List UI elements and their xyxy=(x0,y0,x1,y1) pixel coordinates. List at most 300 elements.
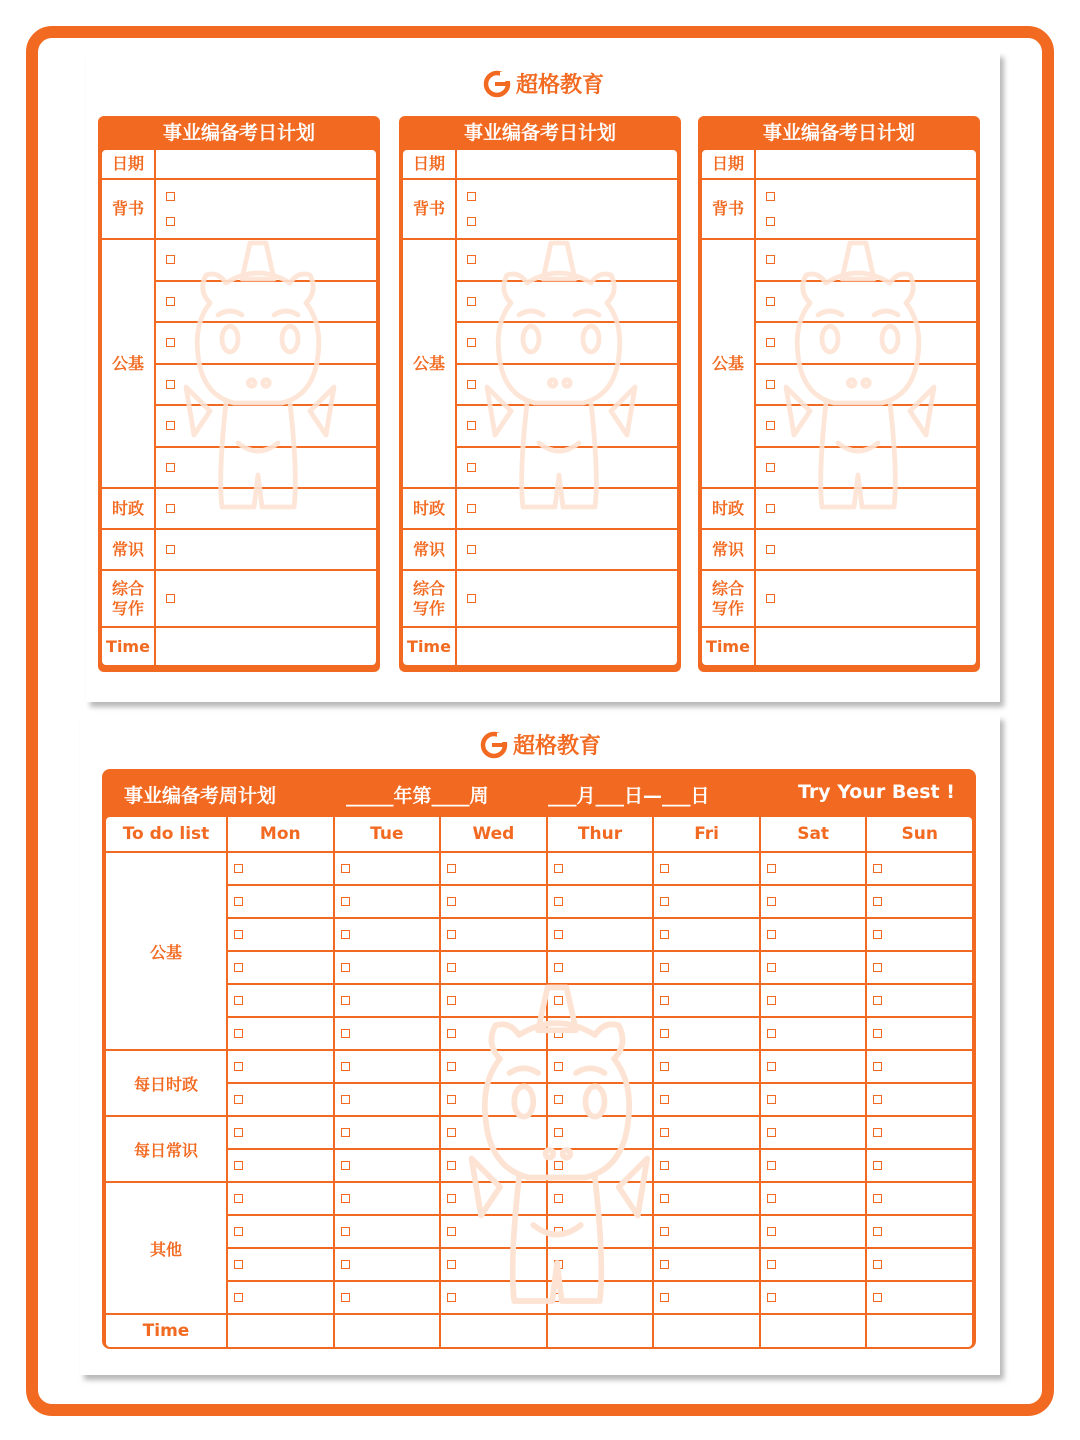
weekly-plan-table xyxy=(102,769,976,1349)
checkbox[interactable] xyxy=(767,1161,776,1170)
checkbox[interactable] xyxy=(166,504,175,513)
checkbox[interactable] xyxy=(766,594,775,603)
checkbox[interactable] xyxy=(766,297,775,306)
checkbox[interactable] xyxy=(767,930,776,939)
task-cell[interactable] xyxy=(228,886,333,917)
checkbox[interactable] xyxy=(554,1029,563,1038)
time-label: Time xyxy=(102,628,154,665)
checkbox[interactable] xyxy=(166,255,175,264)
checkbox[interactable] xyxy=(234,1293,243,1302)
task-cell[interactable] xyxy=(228,1117,333,1148)
task-cell[interactable] xyxy=(228,853,333,884)
recite-label: 背书 xyxy=(702,180,754,238)
gongji-line[interactable] xyxy=(756,365,976,405)
checkbox[interactable] xyxy=(447,1260,456,1269)
checkbox[interactable] xyxy=(554,1128,563,1137)
checkbox[interactable] xyxy=(234,1161,243,1170)
task-cell[interactable] xyxy=(335,1084,440,1115)
task-cell[interactable] xyxy=(867,1051,972,1082)
gongji-line[interactable] xyxy=(156,365,376,405)
date-field[interactable] xyxy=(156,150,376,178)
task-cell[interactable] xyxy=(441,1018,546,1049)
task-cell[interactable] xyxy=(441,952,546,983)
checkbox[interactable] xyxy=(467,380,476,389)
changshi-field[interactable] xyxy=(756,530,976,569)
task-cell[interactable] xyxy=(867,853,972,884)
task-cell[interactable] xyxy=(228,1084,333,1115)
task-cell[interactable] xyxy=(228,1018,333,1049)
checkbox[interactable] xyxy=(447,1029,456,1038)
task-cell[interactable] xyxy=(335,1183,440,1214)
shizheng-label: 时政 xyxy=(403,489,455,528)
gongji-line[interactable] xyxy=(756,240,976,280)
checkbox[interactable] xyxy=(873,1029,882,1038)
task-cell[interactable] xyxy=(228,1150,333,1181)
checkbox[interactable] xyxy=(554,1062,563,1071)
recite-label: 背书 xyxy=(403,180,455,238)
time-cell[interactable] xyxy=(228,1315,333,1347)
task-cell[interactable] xyxy=(335,1282,440,1313)
task-cell[interactable] xyxy=(761,1117,866,1148)
checkbox[interactable] xyxy=(766,463,775,472)
checkbox[interactable] xyxy=(660,1062,669,1071)
checkbox[interactable] xyxy=(873,963,882,972)
checkbox[interactable] xyxy=(767,1227,776,1236)
writing-field[interactable] xyxy=(457,571,677,626)
task-cell[interactable] xyxy=(654,1249,759,1280)
task-cell[interactable] xyxy=(335,1216,440,1247)
checkbox[interactable] xyxy=(341,1128,350,1137)
checkbox[interactable] xyxy=(660,1293,669,1302)
checkbox[interactable] xyxy=(766,255,775,264)
gongji-line[interactable] xyxy=(457,282,677,322)
task-cell[interactable] xyxy=(761,1150,866,1181)
task-cell[interactable] xyxy=(548,952,653,983)
task-cell[interactable] xyxy=(548,1117,653,1148)
checkbox[interactable] xyxy=(234,930,243,939)
task-cell[interactable] xyxy=(441,1249,546,1280)
checkbox[interactable] xyxy=(341,1194,350,1203)
checkbox[interactable] xyxy=(467,504,476,513)
gongji-label: 公基 xyxy=(102,240,154,487)
task-cell[interactable] xyxy=(335,886,440,917)
task-cell[interactable] xyxy=(548,1018,653,1049)
checkbox[interactable] xyxy=(660,1194,669,1203)
checkbox[interactable] xyxy=(166,545,175,554)
checkbox[interactable] xyxy=(873,897,882,906)
gongji-line[interactable] xyxy=(156,406,376,446)
task-cell[interactable] xyxy=(867,1117,972,1148)
checkbox[interactable] xyxy=(166,192,175,201)
checkbox[interactable] xyxy=(660,1095,669,1104)
checkbox[interactable] xyxy=(766,504,775,513)
task-cell[interactable] xyxy=(867,919,972,950)
checkbox[interactable] xyxy=(234,963,243,972)
task-cell[interactable] xyxy=(548,1282,653,1313)
gongji-line[interactable] xyxy=(457,448,677,488)
task-cell[interactable] xyxy=(867,1282,972,1313)
checkbox[interactable] xyxy=(447,864,456,873)
gongji-line[interactable] xyxy=(457,323,677,363)
checkbox[interactable] xyxy=(766,380,775,389)
checkbox[interactable] xyxy=(766,545,775,554)
checkbox[interactable] xyxy=(554,1227,563,1236)
time-cell[interactable] xyxy=(654,1315,759,1347)
checkbox[interactable] xyxy=(660,897,669,906)
task-cell[interactable] xyxy=(867,1018,972,1049)
checkbox[interactable] xyxy=(166,380,175,389)
task-cell[interactable] xyxy=(335,952,440,983)
time-cell[interactable] xyxy=(761,1315,866,1347)
task-cell[interactable] xyxy=(548,1216,653,1247)
checkbox[interactable] xyxy=(341,930,350,939)
g-logo-icon xyxy=(479,730,509,760)
task-cell[interactable] xyxy=(441,919,546,950)
task-cell[interactable] xyxy=(867,886,972,917)
task-cell[interactable] xyxy=(654,886,759,917)
task-cell[interactable] xyxy=(335,1018,440,1049)
task-cell[interactable] xyxy=(654,1084,759,1115)
checkbox[interactable] xyxy=(873,1161,882,1170)
task-cell[interactable] xyxy=(441,985,546,1016)
task-cell[interactable] xyxy=(761,1249,866,1280)
checkbox[interactable] xyxy=(467,463,476,472)
task-cell[interactable] xyxy=(335,1249,440,1280)
checkbox[interactable] xyxy=(234,897,243,906)
checkbox[interactable] xyxy=(341,1029,350,1038)
daily-card-title: 事业编备考日计划 xyxy=(162,122,315,144)
task-cell[interactable] xyxy=(761,919,866,950)
changshi-label: 常识 xyxy=(403,530,455,569)
task-cell[interactable] xyxy=(228,919,333,950)
checkbox[interactable] xyxy=(660,1227,669,1236)
task-cell[interactable] xyxy=(441,1216,546,1247)
todo-header: To do list xyxy=(106,817,226,851)
checkbox[interactable] xyxy=(554,1260,563,1269)
checkbox[interactable] xyxy=(341,864,350,873)
checkbox[interactable] xyxy=(767,1293,776,1302)
brand-name: 超格教育 xyxy=(512,734,602,759)
checkbox[interactable] xyxy=(767,1260,776,1269)
gongji-line[interactable] xyxy=(156,323,376,363)
task-cell[interactable] xyxy=(654,1282,759,1313)
gongji-label: 公基 xyxy=(403,240,455,487)
task-cell[interactable] xyxy=(228,985,333,1016)
task-cell[interactable] xyxy=(548,1084,653,1115)
checkbox[interactable] xyxy=(554,1095,563,1104)
checkbox[interactable] xyxy=(447,897,456,906)
checkbox[interactable] xyxy=(341,897,350,906)
checkbox[interactable] xyxy=(467,192,476,201)
task-cell[interactable] xyxy=(654,1216,759,1247)
checkbox[interactable] xyxy=(447,963,456,972)
checkbox[interactable] xyxy=(166,463,175,472)
checkbox[interactable] xyxy=(341,996,350,1005)
checkbox[interactable] xyxy=(447,1062,456,1071)
checkbox[interactable] xyxy=(234,1194,243,1203)
checkbox[interactable] xyxy=(554,963,563,972)
checkbox[interactable] xyxy=(467,594,476,603)
checkbox[interactable] xyxy=(467,217,476,226)
task-cell[interactable] xyxy=(867,1084,972,1115)
checkbox[interactable] xyxy=(341,1227,350,1236)
checkbox[interactable] xyxy=(166,297,175,306)
writing-field[interactable] xyxy=(756,571,976,626)
gongji-line[interactable] xyxy=(457,365,677,405)
checkbox[interactable] xyxy=(234,1128,243,1137)
task-cell[interactable] xyxy=(867,985,972,1016)
year-week-field[interactable]: _____年第____周 xyxy=(346,785,489,807)
checkbox[interactable] xyxy=(447,1128,456,1137)
task-cell[interactable] xyxy=(548,919,653,950)
checkbox[interactable] xyxy=(341,1260,350,1269)
recite-field[interactable] xyxy=(756,180,976,238)
checkbox[interactable] xyxy=(554,996,563,1005)
checkbox[interactable] xyxy=(234,996,243,1005)
task-cell[interactable] xyxy=(867,952,972,983)
checkbox[interactable] xyxy=(234,1227,243,1236)
date-range-field[interactable]: ___月___日—___日 xyxy=(548,785,710,807)
recite-field[interactable] xyxy=(156,180,376,238)
task-cell[interactable] xyxy=(228,1051,333,1082)
task-cell[interactable] xyxy=(228,952,333,983)
checkbox[interactable] xyxy=(766,192,775,201)
checkbox[interactable] xyxy=(873,1062,882,1071)
checkbox[interactable] xyxy=(873,864,882,873)
gongji-label: 公基 xyxy=(702,240,754,487)
task-cell[interactable] xyxy=(761,1084,866,1115)
task-cell[interactable] xyxy=(761,853,866,884)
task-cell[interactable] xyxy=(761,952,866,983)
checkbox[interactable] xyxy=(873,1227,882,1236)
checkbox[interactable] xyxy=(447,1227,456,1236)
task-cell[interactable] xyxy=(761,886,866,917)
shizheng-label: 时政 xyxy=(102,489,154,528)
time-field[interactable] xyxy=(156,628,376,665)
task-cell[interactable] xyxy=(335,1117,440,1148)
checkbox[interactable] xyxy=(447,1095,456,1104)
task-cell[interactable] xyxy=(441,1084,546,1115)
date-label: 日期 xyxy=(403,150,455,178)
checkbox[interactable] xyxy=(873,1194,882,1203)
checkbox[interactable] xyxy=(341,963,350,972)
checkbox[interactable] xyxy=(767,963,776,972)
g-logo-icon xyxy=(482,69,512,99)
task-cell[interactable] xyxy=(761,1018,866,1049)
task-cell[interactable] xyxy=(761,1051,866,1082)
writing-label: 综合 写作 xyxy=(702,571,754,626)
checkbox[interactable] xyxy=(660,996,669,1005)
task-cell[interactable] xyxy=(548,1249,653,1280)
checkbox[interactable] xyxy=(554,864,563,873)
task-cell[interactable] xyxy=(867,1183,972,1214)
task-cell[interactable] xyxy=(761,1183,866,1214)
task-cell[interactable] xyxy=(654,1117,759,1148)
checkbox[interactable] xyxy=(873,1293,882,1302)
checkbox[interactable] xyxy=(767,1128,776,1137)
task-cell[interactable] xyxy=(761,1282,866,1313)
writing-label: 综合 写作 xyxy=(102,571,154,626)
time-cell[interactable] xyxy=(548,1315,653,1347)
gongji-line[interactable] xyxy=(156,448,376,488)
checkbox[interactable] xyxy=(766,421,775,430)
checkbox[interactable] xyxy=(660,1128,669,1137)
gongji-lines xyxy=(457,240,677,487)
checkbox[interactable] xyxy=(766,217,775,226)
checkbox[interactable] xyxy=(341,1161,350,1170)
task-cell[interactable] xyxy=(761,1216,866,1247)
task-cell[interactable] xyxy=(761,985,866,1016)
task-cell[interactable] xyxy=(228,1282,333,1313)
task-cell[interactable] xyxy=(654,985,759,1016)
checkbox[interactable] xyxy=(341,1095,350,1104)
checkbox[interactable] xyxy=(166,338,175,347)
checkbox[interactable] xyxy=(660,930,669,939)
checkbox[interactable] xyxy=(447,1161,456,1170)
time-cell[interactable] xyxy=(335,1315,440,1347)
gongji-line[interactable] xyxy=(756,282,976,322)
task-cell[interactable] xyxy=(654,1051,759,1082)
checkbox[interactable] xyxy=(467,338,476,347)
checkbox[interactable] xyxy=(234,1029,243,1038)
checkbox[interactable] xyxy=(166,217,175,226)
checkbox[interactable] xyxy=(554,897,563,906)
checkbox[interactable] xyxy=(767,996,776,1005)
checkbox[interactable] xyxy=(234,1062,243,1071)
checkbox[interactable] xyxy=(766,338,775,347)
task-cell[interactable] xyxy=(441,1282,546,1313)
task-cell[interactable] xyxy=(654,919,759,950)
daily-card-grid xyxy=(102,150,376,665)
checkbox[interactable] xyxy=(554,1161,563,1170)
task-cell[interactable] xyxy=(335,919,440,950)
changshi-field[interactable] xyxy=(156,530,376,569)
task-cell[interactable] xyxy=(548,886,653,917)
task-cell[interactable] xyxy=(441,1117,546,1148)
task-cell[interactable] xyxy=(654,1150,759,1181)
task-cell[interactable] xyxy=(654,853,759,884)
recite-field[interactable] xyxy=(457,180,677,238)
time-field[interactable] xyxy=(457,628,677,665)
date-field[interactable] xyxy=(457,150,677,178)
task-cell[interactable] xyxy=(548,1150,653,1181)
checkbox[interactable] xyxy=(660,1260,669,1269)
checkbox[interactable] xyxy=(767,864,776,873)
checkbox[interactable] xyxy=(767,1194,776,1203)
checkbox[interactable] xyxy=(341,1293,350,1302)
task-cell[interactable] xyxy=(654,1183,759,1214)
task-cell[interactable] xyxy=(548,1183,653,1214)
task-cell[interactable] xyxy=(441,886,546,917)
day-header: Sat xyxy=(761,817,866,851)
date-label: 日期 xyxy=(102,150,154,178)
time-cell[interactable] xyxy=(441,1315,546,1347)
slogan: Try Your Best ! xyxy=(798,781,955,803)
checkbox[interactable] xyxy=(660,1161,669,1170)
recite-label: 背书 xyxy=(102,180,154,238)
brand-logo xyxy=(479,729,601,760)
gongji-line[interactable] xyxy=(756,406,976,446)
task-cell[interactable] xyxy=(654,1018,759,1049)
task-cell[interactable] xyxy=(548,1051,653,1082)
checkbox[interactable] xyxy=(767,897,776,906)
checkbox[interactable] xyxy=(660,1029,669,1038)
checkbox[interactable] xyxy=(467,255,476,264)
checkbox[interactable] xyxy=(873,930,882,939)
checkbox[interactable] xyxy=(447,996,456,1005)
task-cell[interactable] xyxy=(228,1249,333,1280)
checkbox[interactable] xyxy=(873,1128,882,1137)
checkbox[interactable] xyxy=(767,1095,776,1104)
task-cell[interactable] xyxy=(441,853,546,884)
task-cell[interactable] xyxy=(441,1183,546,1214)
shizheng-label: 时政 xyxy=(702,489,754,528)
changshi-field[interactable] xyxy=(457,530,677,569)
task-cell[interactable] xyxy=(548,853,653,884)
task-cell[interactable] xyxy=(441,1150,546,1181)
date-field[interactable] xyxy=(756,150,976,178)
time-field[interactable] xyxy=(756,628,976,665)
task-cell[interactable] xyxy=(441,1051,546,1082)
writing-field[interactable] xyxy=(156,571,376,626)
checkbox[interactable] xyxy=(447,1194,456,1203)
task-cell[interactable] xyxy=(335,985,440,1016)
shizheng-field[interactable] xyxy=(756,489,976,528)
checkbox[interactable] xyxy=(660,963,669,972)
time-cell[interactable] xyxy=(867,1315,972,1347)
checkbox[interactable] xyxy=(166,594,175,603)
checkbox[interactable] xyxy=(767,1029,776,1038)
gongji-line[interactable] xyxy=(156,240,376,280)
gongji-line[interactable] xyxy=(457,240,677,280)
checkbox[interactable] xyxy=(554,1293,563,1302)
gongji-line[interactable] xyxy=(457,406,677,446)
gongji-line[interactable] xyxy=(756,448,976,488)
checkbox[interactable] xyxy=(166,421,175,430)
gongji-line[interactable] xyxy=(156,282,376,322)
task-cell[interactable] xyxy=(548,985,653,1016)
task-cell[interactable] xyxy=(867,1216,972,1247)
checkbox[interactable] xyxy=(767,1062,776,1071)
checkbox[interactable] xyxy=(234,1095,243,1104)
gongji-line[interactable] xyxy=(756,323,976,363)
checkbox[interactable] xyxy=(873,996,882,1005)
task-cell[interactable] xyxy=(228,1183,333,1214)
shizheng-field[interactable] xyxy=(156,489,376,528)
checkbox[interactable] xyxy=(467,421,476,430)
checkbox[interactable] xyxy=(554,930,563,939)
checkbox[interactable] xyxy=(873,1095,882,1104)
checkbox[interactable] xyxy=(660,864,669,873)
task-cell[interactable] xyxy=(335,1150,440,1181)
task-cell[interactable] xyxy=(654,952,759,983)
checkbox[interactable] xyxy=(467,297,476,306)
checkbox[interactable] xyxy=(341,1062,350,1071)
checkbox[interactable] xyxy=(234,1260,243,1269)
task-cell[interactable] xyxy=(867,1150,972,1181)
checkbox[interactable] xyxy=(554,1194,563,1203)
task-cell[interactable] xyxy=(228,1216,333,1247)
shizheng-field[interactable] xyxy=(457,489,677,528)
task-cell[interactable] xyxy=(335,1051,440,1082)
checkbox[interactable] xyxy=(467,545,476,554)
task-cell[interactable] xyxy=(335,853,440,884)
checkbox[interactable] xyxy=(447,930,456,939)
task-cell[interactable] xyxy=(867,1249,972,1280)
checkbox[interactable] xyxy=(447,1293,456,1302)
checkbox[interactable] xyxy=(873,1260,882,1269)
checkbox[interactable] xyxy=(234,864,243,873)
